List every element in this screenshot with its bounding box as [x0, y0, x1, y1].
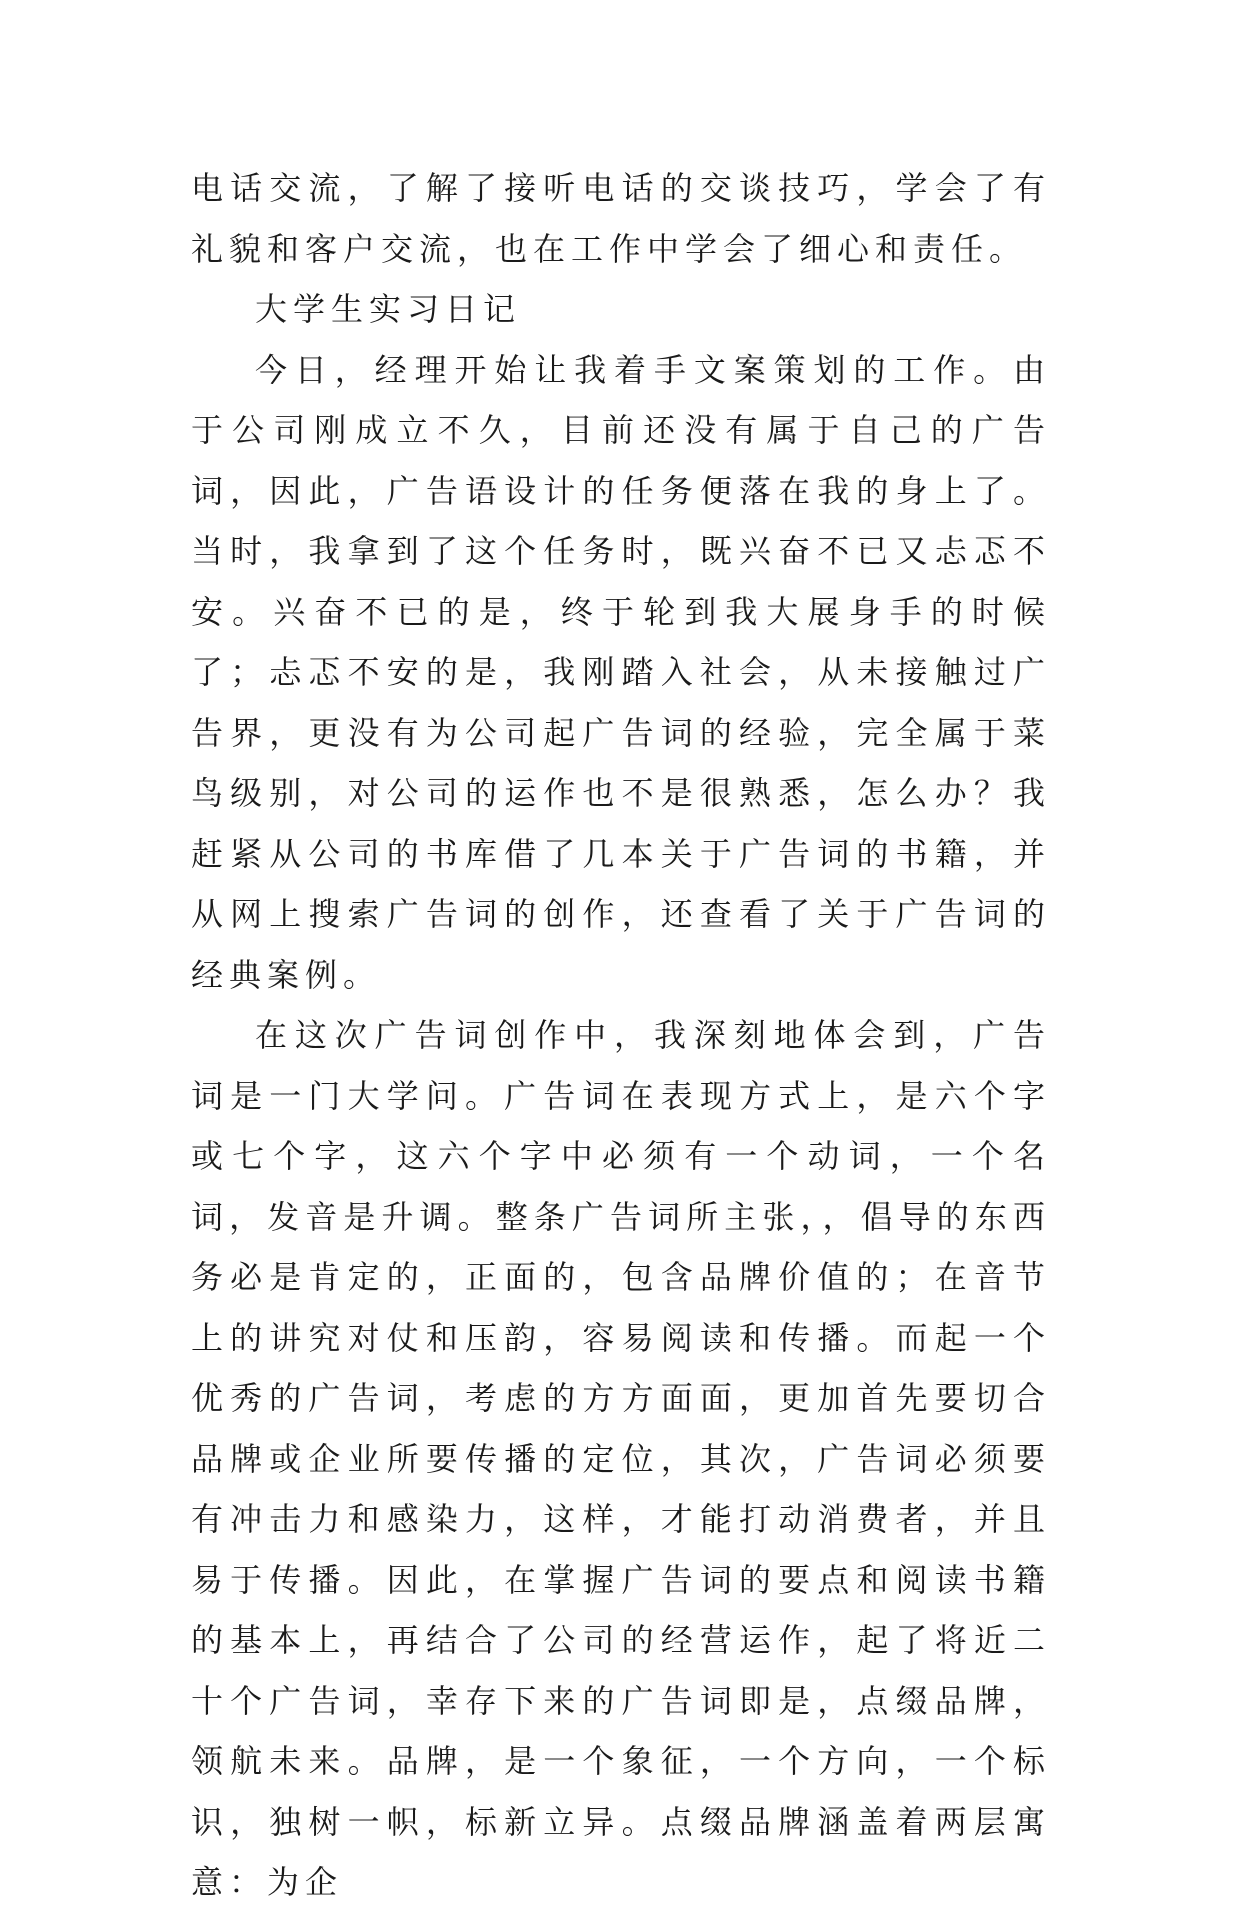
- document-body: [191, 158, 1051, 1913]
- paragraph-slogan-creation: 在这次广告词创作中，我深刻地体会到，广告词是一门大学问。广告词在表现方式上，是六个字或七个字，这六个字中必须有一个动词，一个名词，发音是升调。整条广告词所主张，，倡导的东西务必是肯定的，正面的，包含品牌价值的；在音节上的讲究对仗和压韵，容易阅读和传播。而起一个优秀的广告词，考虑的方方面面，更加首先要切合品牌或企业所要传播的定位，其次，广告词必须要有冲击力和感染力，这样，才能打动消费者，并且易于传播。因此，在掌握广告词的要点和阅读书籍的基本上，再结合了公司的经营运作，起了将近二十个广告词，幸存下来的广告词即是，点缀品牌，领航未来。品牌，是一个象征，一个方向，一个标识，独树一帜，标新立异。点缀品牌涵盖着两层寓意：为企: [191, 1016, 1051, 1901]
- paragraph-copywriting-task: 今日，经理开始让我着手文案策划的工作。由于公司刚成立不久，目前还没有属于自己的广告词，因此，广告语设计的任务便落在我的身上了。当时，我拿到了这个任务时，既兴奋不已又忐忑不安。兴奋不已的是，终于轮到我大展身手的时候了；忐忑不安的是，我刚踏入社会，从未接触过广告界，更没有为公司起广告词的经验，完全属于菜鸟级别，对公司的运作也不是很熟悉，怎么办？我赶紧从公司的书库借了几本关于广告词的书籍，并从网上搜索广告词的创作，还查看了关于广告词的经典案例。: [191, 350, 1051, 994]
- paragraph-continuation: 电话交流，了解了接听电话的交谈技巧，学会了有礼貌和客户交流，也在工作中学会了细心和责任。: [191, 169, 1051, 268]
- diary-title: 大学生实习日记: [255, 290, 522, 328]
